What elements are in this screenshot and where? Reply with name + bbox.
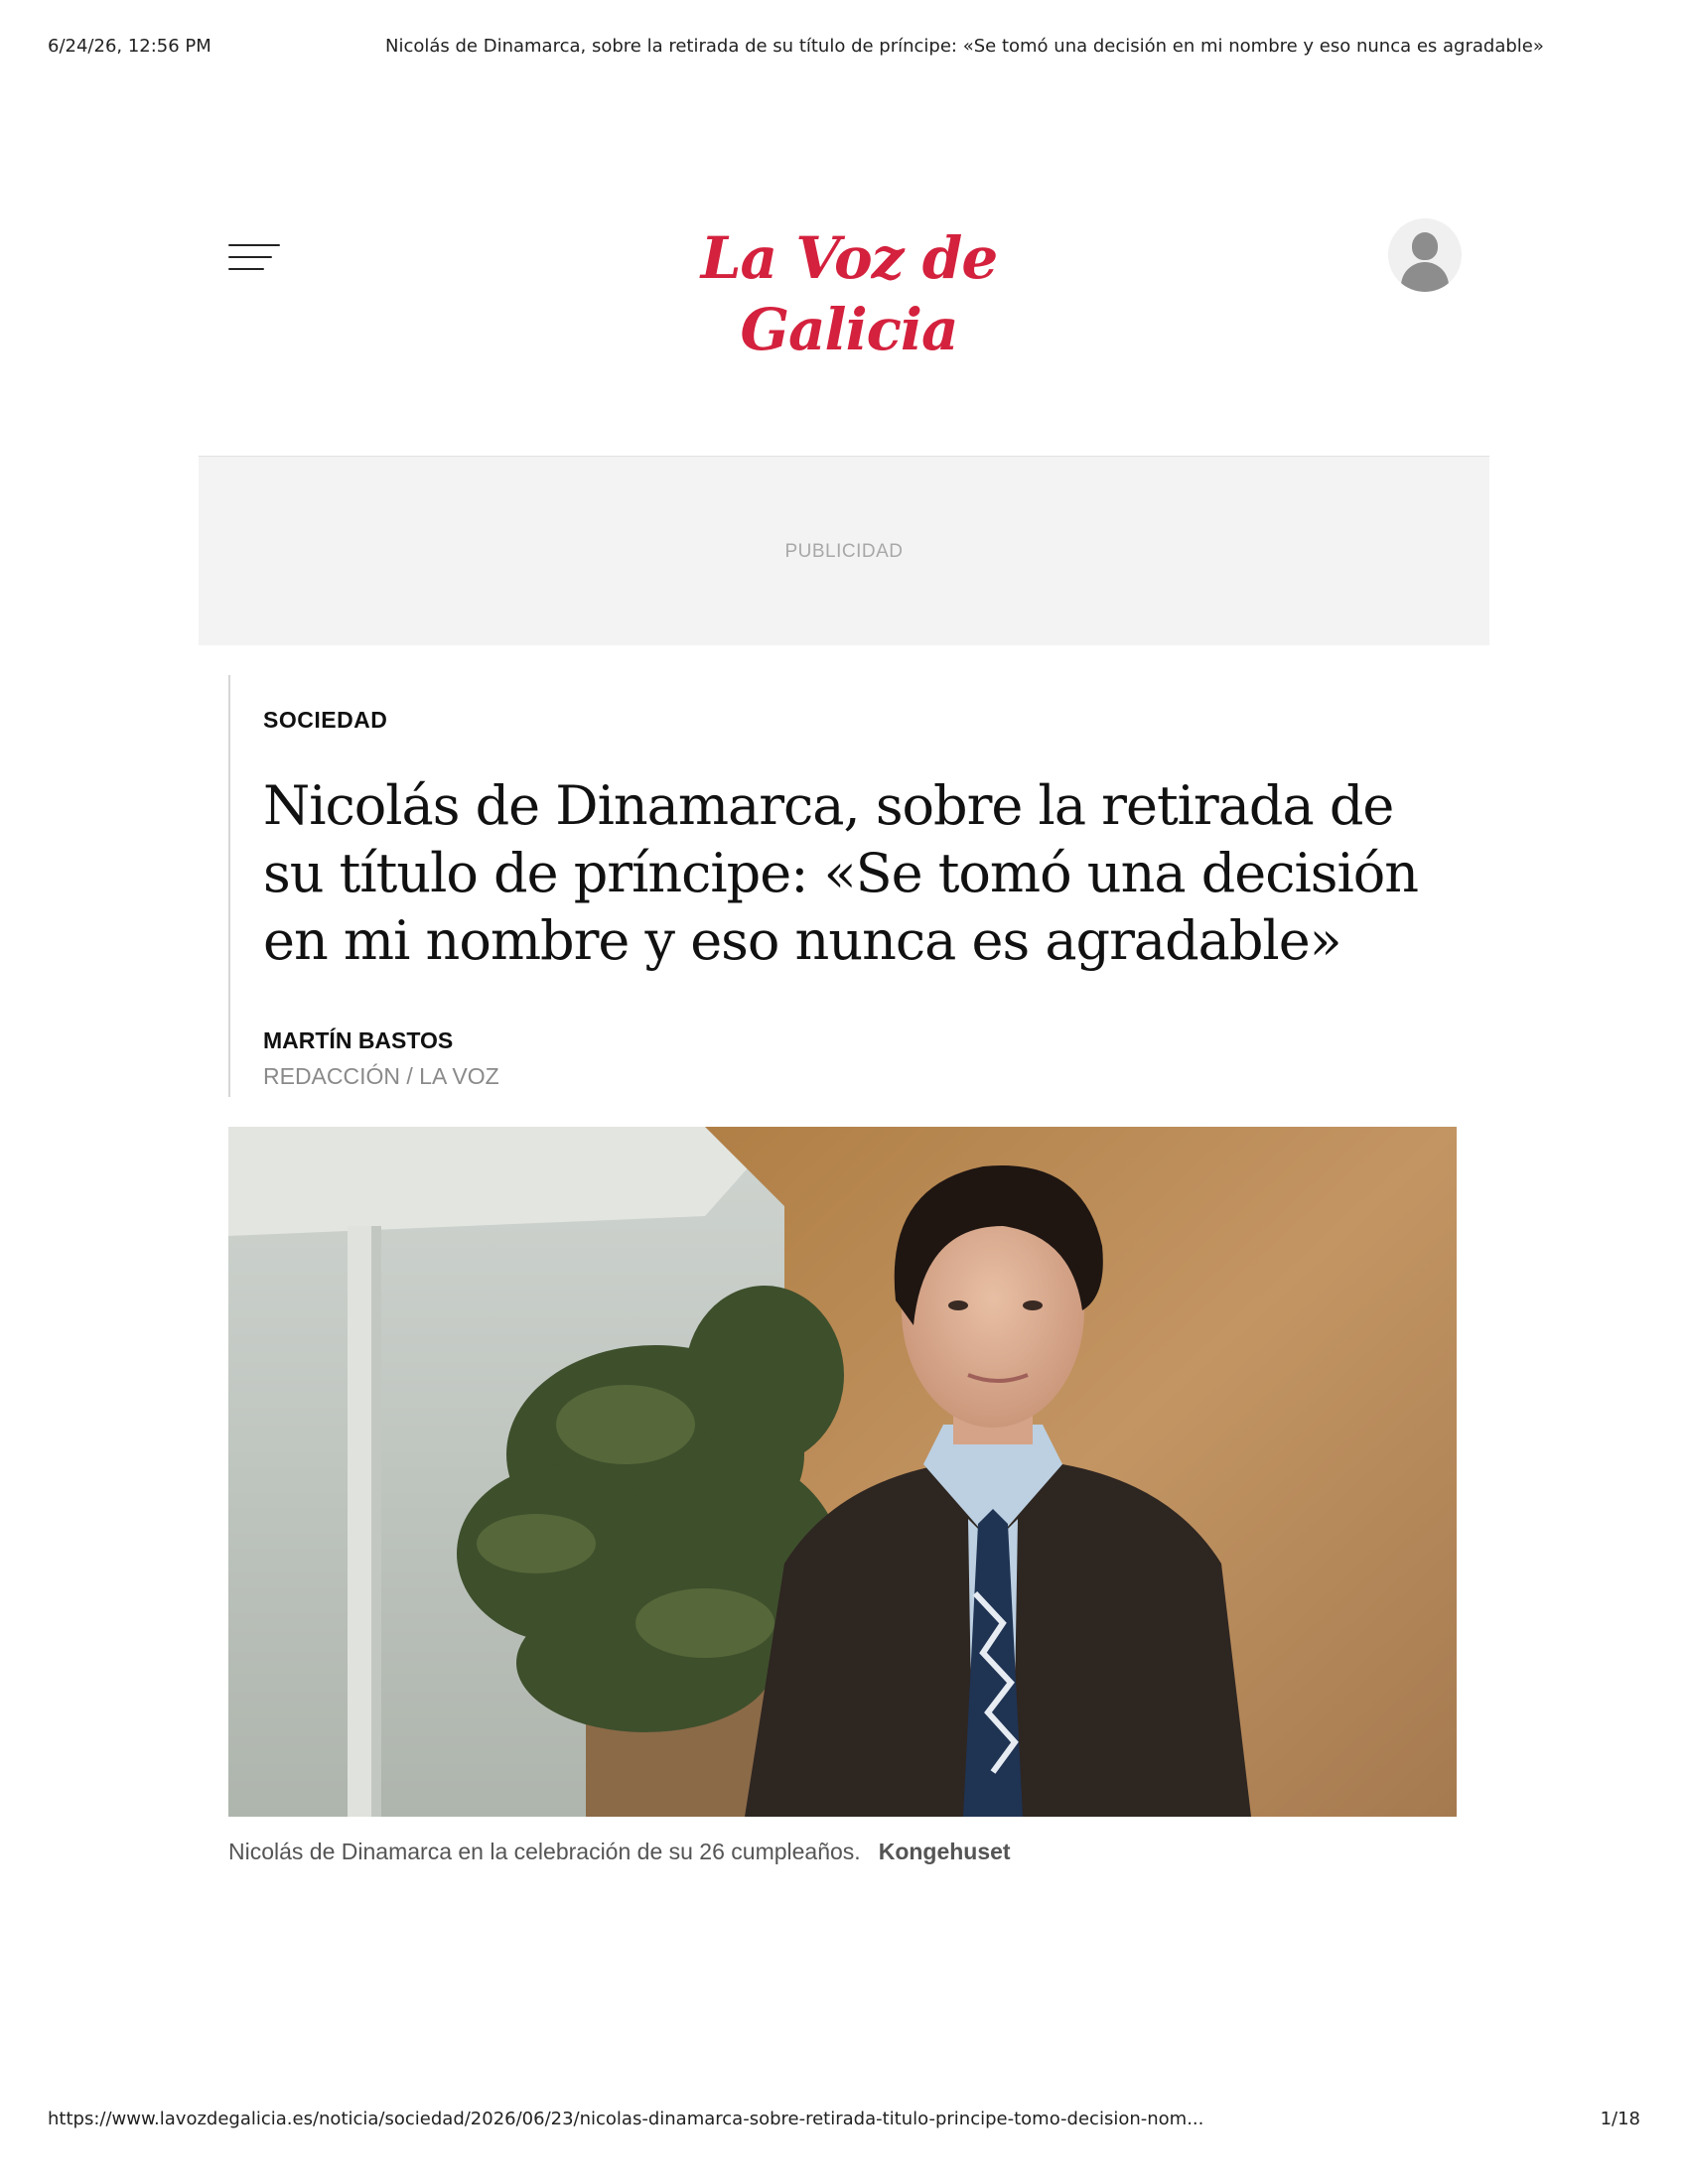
ad-slot [199,456,1489,645]
article-headline: Nicolás de Dinamarca, sobre la retirada de su título de príncipe: «Se tomó una decisión en mi nombre y eso nunca es agradable» [263,774,1419,972]
article-header [228,675,1462,1097]
photo-caption [228,1839,1460,1865]
article-photo[interactable] [228,1127,1457,1817]
print-url[interactable]: https://www.lavozdegalicia.es/noticia/sociedad/2026/06/23/nicolas-dinamarca-sobre-retirada-titulo-principe-tomo-decision-nom... [48,2109,1204,2129]
print-header [48,36,1640,64]
ad-label: PUBLICIDAD [784,541,904,562]
user-avatar-icon[interactable] [1388,218,1462,292]
print-page-number: 1/18 [1600,2109,1640,2129]
author-name[interactable]: MARTÍN BASTOS [263,1027,454,1053]
photo-credit: Kongehuset [878,1839,1011,1864]
print-footer [48,2109,1640,2136]
site-logo[interactable]: La Voz de Galicia [700,224,998,363]
site-header [199,208,1489,363]
print-date: 6/24/26, 12:56 PM [48,36,211,57]
hamburger-menu-icon[interactable] [228,240,282,276]
author-organization: REDACCIÓN / LA VOZ [263,1063,499,1089]
caption-text: Nicolás de Dinamarca en la celebración de su 26 cumpleaños. [228,1839,861,1864]
print-title: Nicolás de Dinamarca, sobre la retirada de su título de príncipe: «Se tomó una decisión en mi nombre y eso nunca es agradable» [385,36,1544,57]
section-link[interactable]: SOCIEDAD [263,707,388,733]
